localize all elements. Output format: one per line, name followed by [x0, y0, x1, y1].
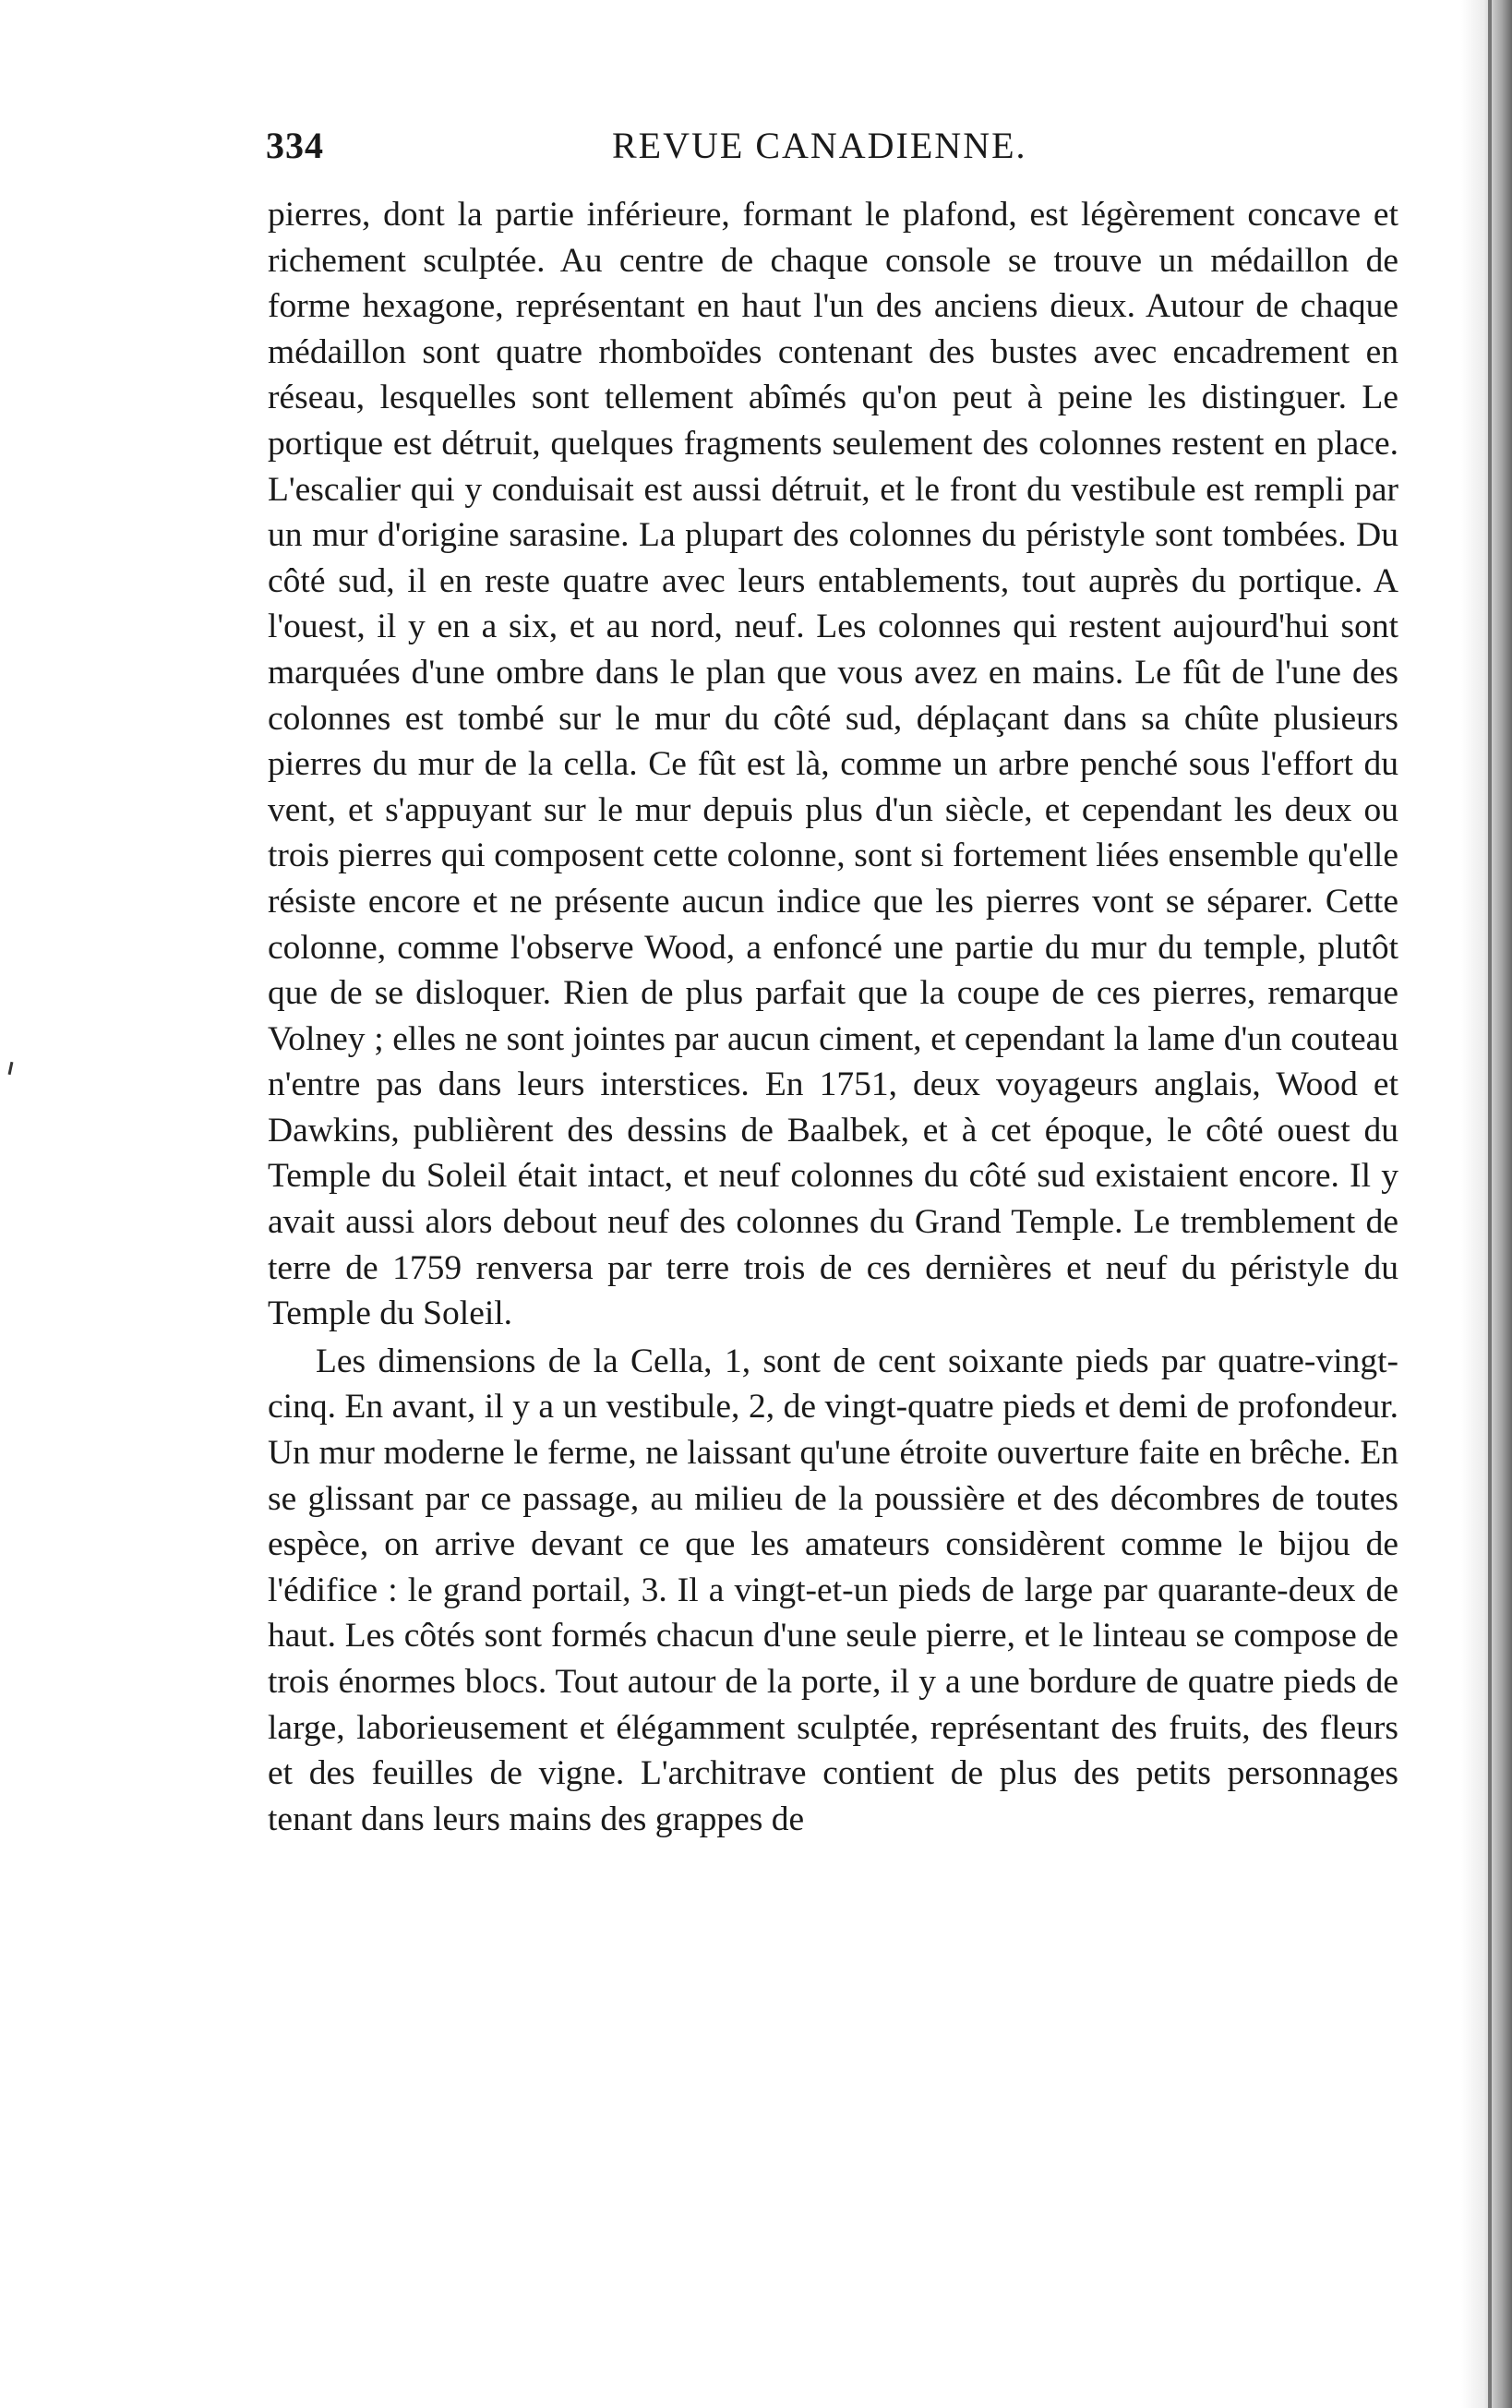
page-edge-line: [1488, 0, 1492, 2408]
running-head: REVUE CANADIENNE.: [612, 125, 1027, 166]
page-number: 334: [266, 125, 324, 166]
page-header: [266, 124, 1392, 179]
paragraph-2: Les dimensions de la Cella, 1, sont de cent soixante pieds par quatre-vingt-cinq. En avant, il y a un vestibule, 2, de vingt-quatre pieds et demi de profondeur. Un mur moderne le ferme, ne laissant qu'une étroite ouverture faite en brêche. En se glissant par ce passage, au milieu de la poussière et des décombres de toutes espèce, on arrive devant ce que les amateurs considèrent comme le bijou de l'édifice : le grand portail, 3. Il a vingt-et-un pieds de large par quarante-deux de haut. Les côtés sont formés chacun d'une seule pierre, et le linteau se compose de trois énormes blocs. Tout autour de la porte, il y a une bordure de quatre pieds de large, laborieusement et élégamment sculptée, représentant des fruits, des fleurs et des feuilles de vigne. L'architrave contient de plus des petits personnages tenant dans leurs mains des grappes de: [268, 1342, 1398, 1838]
margin-mark: [8, 1062, 14, 1075]
body-text: [268, 192, 1398, 1842]
paragraph-1: pierres, dont la partie inférieure, formant le plafond, est légèrement concave et richement sculptée. Au centre de chaque console se trouve un médaillon de forme hexagone, représentant en haut l'un des anciens dieux. Autour de chaque médaillon sont quatre rhomboïdes contenant des bustes avec encadrement en réseau, lesquelles sont tellement abîmés qu'on peut à peine les distinguer. Le portique est détruit, quelques fragments seulement des colonnes restent en place. L'escalier qui y conduisait est aussi détruit, et le front du vestibule est rempli par un mur d'origine sarasine. La plupart des colonnes du péristyle sont tombées. Du côté sud, il en reste quatre avec leurs entablements, tout auprès du portique. A l'ouest, il y en a six, et au nord, neuf. Les colonnes qui restent aujourd'hui sont marquées d'une ombre dans le plan que vous avez en mains. Le fût de l'une des colonnes est tombé sur le mur du côté sud, déplaçant dans sa chûte plusieurs pierres du mur de la cella. Ce fût est là, comme un arbre penché sous l'effort du vent, et s'appuyant sur le mur depuis plus d'un siècle, et cependant les deux ou trois pierres qui composent cette colonne, sont si fortement liées ensemble qu'elle résiste encore et ne présente aucun indice que les pierres vont se séparer. Cette colonne, comme l'observe Wood, a enfoncé une partie du mur du temple, plutôt que de se disloquer. Rien de plus parfait que la coupe de ces pierres, remarque Volney ; elles ne sont jointes par aucun ciment, et cependant la lame d'un couteau n'entre pas dans leurs interstices. En 1751, deux voyageurs anglais, Wood et Dawkins, publièrent des dessins de Baalbek, et à cet époque, le côté ouest du Temple du Soleil était intact, et neuf colonnes du côté sud existaient encore. Il y avait aussi alors debout neuf des colonnes du Grand Temple. Le tremblement de terre de 1759 renversa par terre trois de ces dernières et neuf du péristyle du Temple du Soleil.: [268, 196, 1398, 1333]
page-edge-shadow: [1461, 0, 1512, 2408]
